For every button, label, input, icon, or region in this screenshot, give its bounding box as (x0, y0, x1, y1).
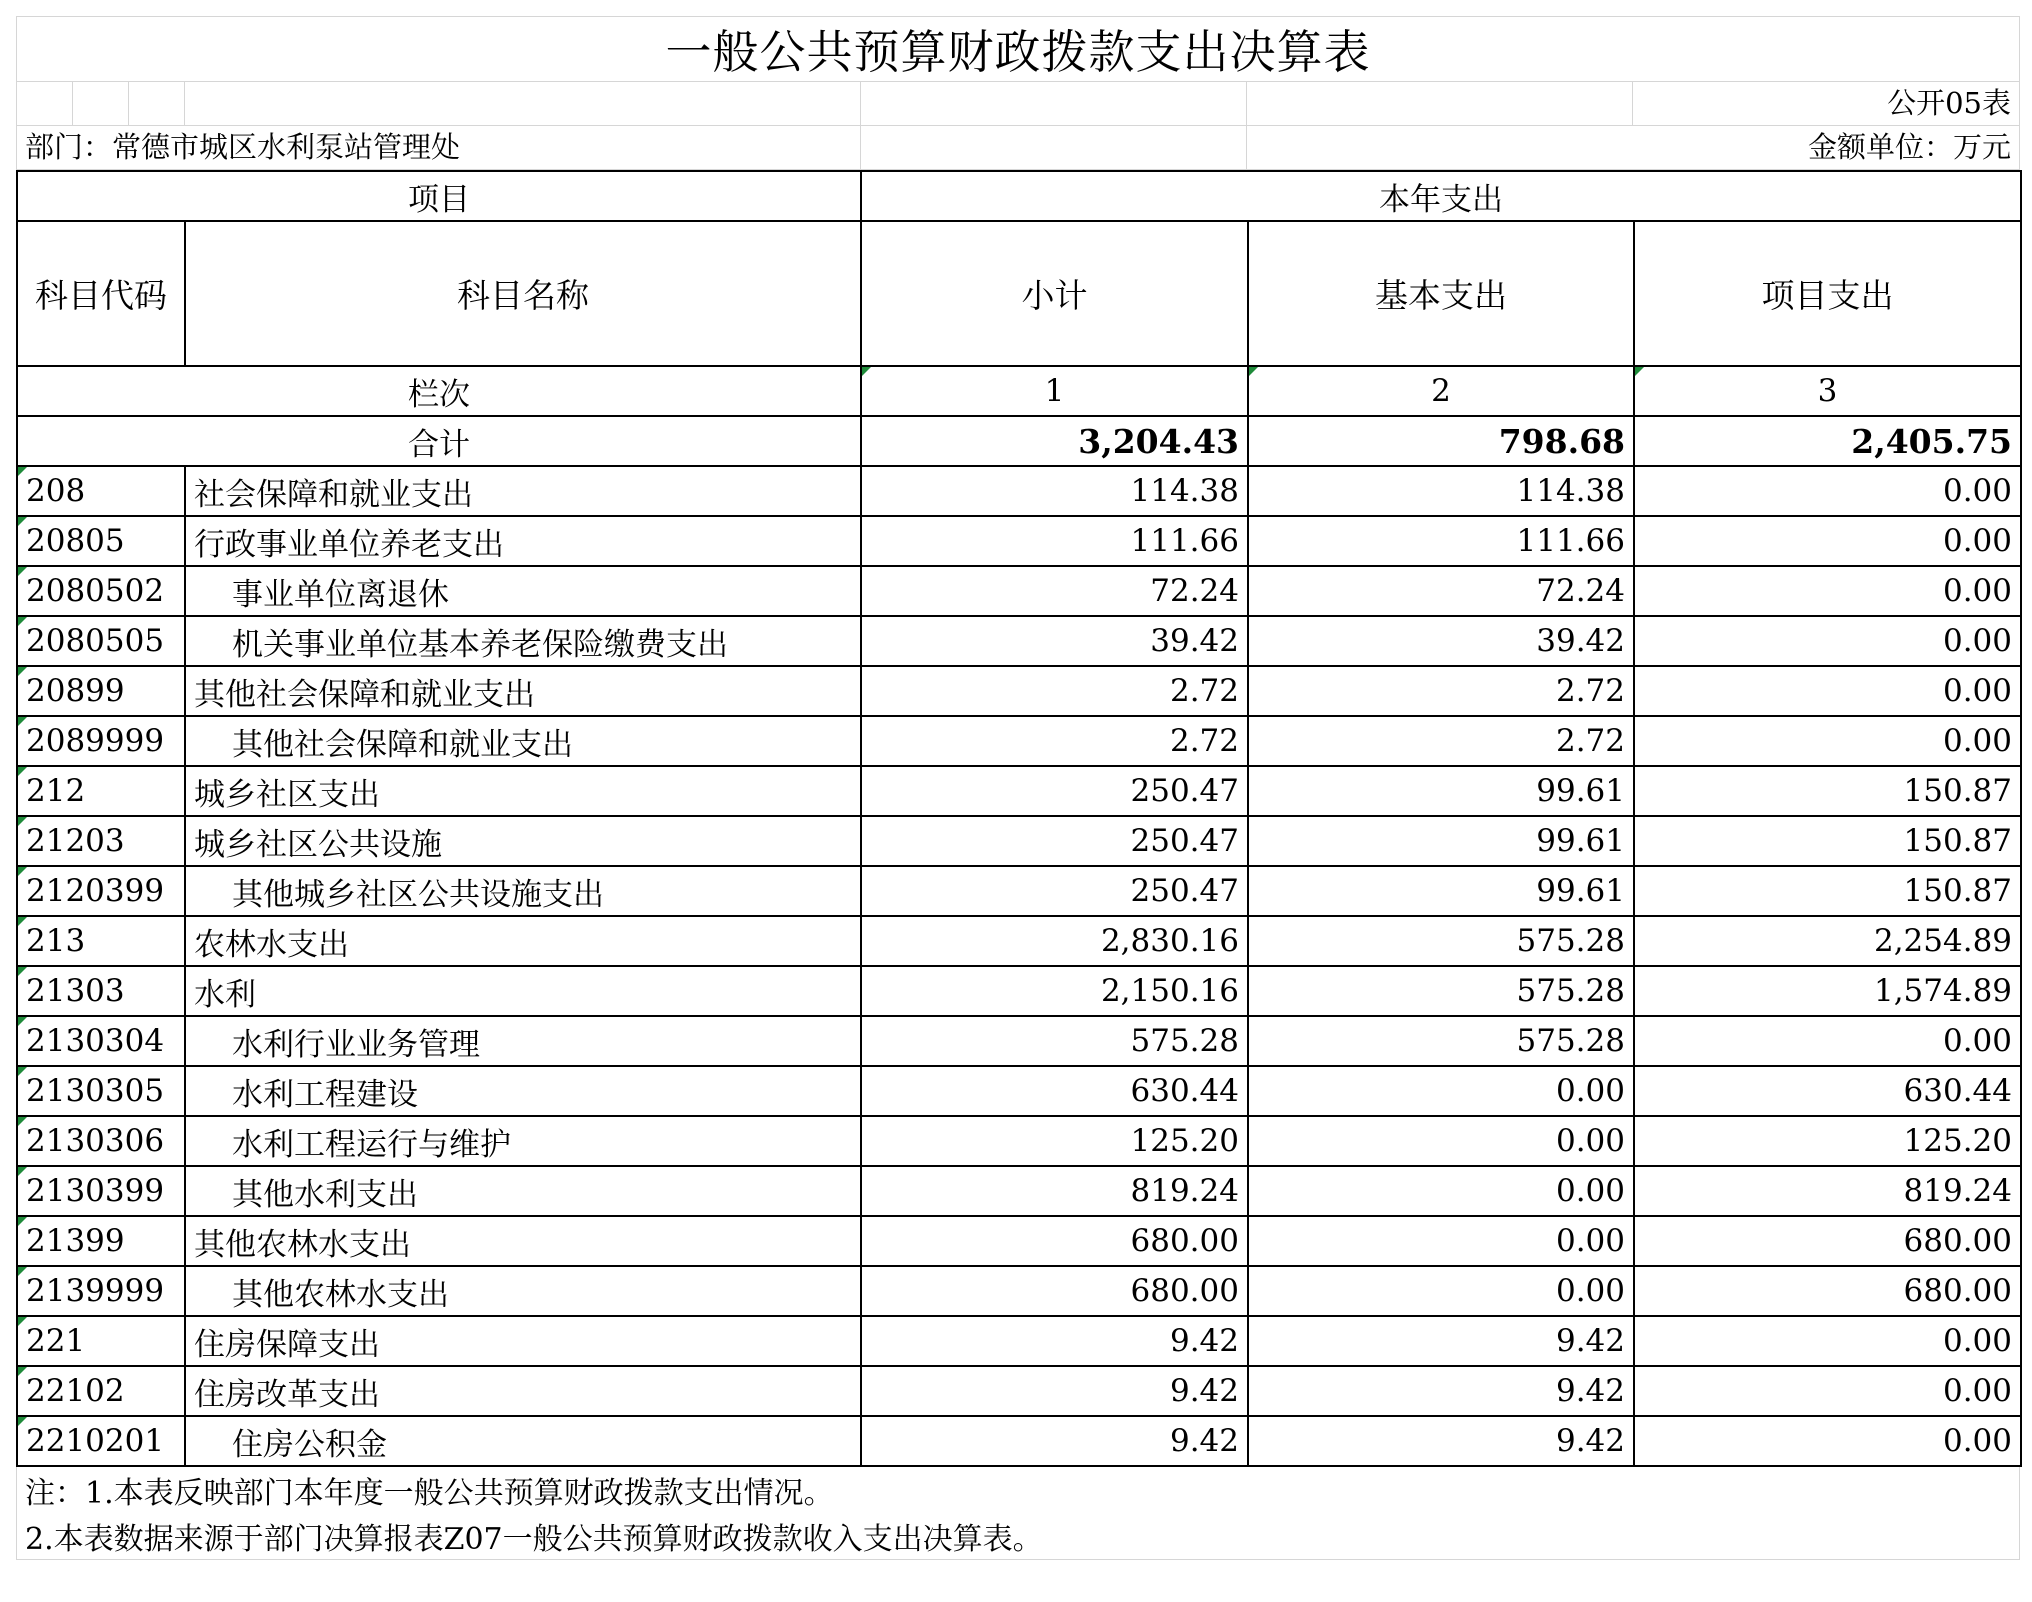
row-basic: 99.61 (1248, 866, 1634, 916)
department-row (16, 126, 2020, 170)
header-project: 项目支出 (1634, 221, 2021, 366)
column-index-3: 3 (1634, 366, 2021, 416)
row-project: 0.00 (1634, 1316, 2021, 1366)
note-1: 注：1.本表反映部门本年度一般公共预算财政拨款支出情况。 (25, 1476, 834, 1511)
row-project: 0.00 (1634, 666, 2021, 716)
row-name: 机关事业单位基本养老保险缴费支出 (185, 616, 861, 666)
row-basic: 111.66 (1248, 516, 1634, 566)
row-project: 0.00 (1634, 1016, 2021, 1066)
table-row (17, 516, 2021, 566)
row-project: 680.00 (1634, 1266, 2021, 1316)
header-current-year: 本年支出 (861, 171, 2021, 221)
row-basic: 0.00 (1248, 1066, 1634, 1116)
notes (16, 1467, 2020, 1560)
row-name: 社会保障和就业支出 (185, 466, 861, 516)
table-row (17, 816, 2021, 866)
row-code: 2130399 (17, 1166, 185, 1216)
table-row (17, 1066, 2021, 1116)
table-row (17, 716, 2021, 766)
row-name: 水利工程运行与维护 (185, 1116, 861, 1166)
table-row (17, 766, 2021, 816)
row-project: 150.87 (1634, 766, 2021, 816)
total-row (17, 416, 2021, 466)
row-subtotal: 2.72 (861, 716, 1248, 766)
row-project: 125.20 (1634, 1116, 2021, 1166)
table-row (17, 1116, 2021, 1166)
row-subtotal: 250.47 (861, 766, 1248, 816)
row-name: 城乡社区支出 (185, 766, 861, 816)
header-code: 科目代码 (17, 221, 185, 366)
total-basic: 798.68 (1248, 416, 1634, 466)
header-row-1 (17, 171, 2021, 221)
table-row (17, 666, 2021, 716)
table-row (17, 1016, 2021, 1066)
row-code: 2130304 (17, 1016, 185, 1066)
row-project: 150.87 (1634, 816, 2021, 866)
row-code: 2089999 (17, 716, 185, 766)
row-code: 21399 (17, 1216, 185, 1266)
table-row (17, 466, 2021, 516)
row-name: 水利行业业务管理 (185, 1016, 861, 1066)
row-basic: 99.61 (1248, 766, 1634, 816)
row-subtotal: 250.47 (861, 816, 1248, 866)
row-basic: 2.72 (1248, 666, 1634, 716)
row-basic: 0.00 (1248, 1116, 1634, 1166)
row-basic: 9.42 (1248, 1316, 1634, 1366)
blank-cell (129, 82, 185, 126)
note-2: 2.本表数据来源于部门决算报表Z07一般公共预算财政拨款收入支出决算表。 (25, 1522, 1043, 1557)
row-project: 0.00 (1634, 566, 2021, 616)
row-project: 0.00 (1634, 716, 2021, 766)
row-name: 其他城乡社区公共设施支出 (185, 866, 861, 916)
total-label: 合计 (17, 416, 861, 466)
row-subtotal: 39.42 (861, 616, 1248, 666)
row-basic: 2.72 (1248, 716, 1634, 766)
row-basic: 575.28 (1248, 1016, 1634, 1066)
row-name: 住房公积金 (185, 1416, 861, 1466)
row-basic: 39.42 (1248, 616, 1634, 666)
row-subtotal: 630.44 (861, 1066, 1248, 1116)
row-project: 0.00 (1634, 1366, 2021, 1416)
row-subtotal: 111.66 (861, 516, 1248, 566)
row-code: 2210201 (17, 1416, 185, 1466)
table-row (17, 1266, 2021, 1316)
row-code: 21303 (17, 966, 185, 1016)
row-code: 2130305 (17, 1066, 185, 1116)
row-code: 22102 (17, 1366, 185, 1416)
blank-cell (17, 82, 73, 126)
row-subtotal: 114.38 (861, 466, 1248, 516)
row-subtotal: 575.28 (861, 1016, 1248, 1066)
row-code: 221 (17, 1316, 185, 1366)
header-name: 科目名称 (185, 221, 861, 366)
row-code: 2120399 (17, 866, 185, 916)
table-row (17, 1166, 2021, 1216)
sheet-title: 一般公共预算财政拨款支出决算表 (16, 16, 2020, 82)
blank-cell (185, 82, 861, 126)
row-basic: 99.61 (1248, 816, 1634, 866)
row-subtotal: 2,830.16 (861, 916, 1248, 966)
table-row (17, 916, 2021, 966)
header-subtotal: 小计 (861, 221, 1248, 366)
row-subtotal: 680.00 (861, 1266, 1248, 1316)
row-code: 21203 (17, 816, 185, 866)
table-row (17, 616, 2021, 666)
row-code: 212 (17, 766, 185, 816)
row-name: 住房改革支出 (185, 1366, 861, 1416)
row-name: 事业单位离退休 (185, 566, 861, 616)
row-subtotal: 9.42 (861, 1416, 1248, 1466)
header-row-2 (17, 221, 2021, 366)
row-subtotal: 819.24 (861, 1166, 1248, 1216)
row-project: 2,254.89 (1634, 916, 2021, 966)
column-index-1: 1 (861, 366, 1248, 416)
row-project: 0.00 (1634, 516, 2021, 566)
table-row (17, 1316, 2021, 1366)
header-basic: 基本支出 (1248, 221, 1634, 366)
row-subtotal: 125.20 (861, 1116, 1248, 1166)
form-number: 公开05表 (1633, 82, 2020, 126)
blank-cell (1247, 82, 1633, 126)
row-subtotal: 9.42 (861, 1316, 1248, 1366)
row-project: 0.00 (1634, 466, 2021, 516)
row-project: 630.44 (1634, 1066, 2021, 1116)
row-basic: 72.24 (1248, 566, 1634, 616)
blank-cell (861, 126, 1248, 170)
row-basic: 0.00 (1248, 1216, 1634, 1266)
row-name: 住房保障支出 (185, 1316, 861, 1366)
row-code: 20899 (17, 666, 185, 716)
row-basic: 0.00 (1248, 1166, 1634, 1216)
blank-cell (73, 82, 129, 126)
expenditure-table (16, 170, 2022, 1467)
row-basic: 9.42 (1248, 1416, 1634, 1466)
amount-unit: 金额单位：万元 (1247, 126, 2020, 170)
row-name: 其他水利支出 (185, 1166, 861, 1216)
row-basic: 9.42 (1248, 1366, 1634, 1416)
row-subtotal: 2,150.16 (861, 966, 1248, 1016)
row-name: 城乡社区公共设施 (185, 816, 861, 866)
row-code: 2080502 (17, 566, 185, 616)
row-project: 680.00 (1634, 1216, 2021, 1266)
table-row (17, 1216, 2021, 1266)
total-subtotal: 3,204.43 (861, 416, 1248, 466)
form-number-row (16, 82, 2020, 126)
total-project: 2,405.75 (1634, 416, 2021, 466)
row-project: 150.87 (1634, 866, 2021, 916)
row-project: 0.00 (1634, 616, 2021, 666)
row-name: 其他农林水支出 (185, 1266, 861, 1316)
row-basic: 0.00 (1248, 1266, 1634, 1316)
budget-sheet (16, 16, 2020, 1560)
table-row (17, 1416, 2021, 1466)
row-subtotal: 680.00 (861, 1216, 1248, 1266)
row-subtotal: 9.42 (861, 1366, 1248, 1416)
row-code: 208 (17, 466, 185, 516)
column-index-label: 栏次 (17, 366, 861, 416)
row-name: 行政事业单位养老支出 (185, 516, 861, 566)
row-subtotal: 2.72 (861, 666, 1248, 716)
row-subtotal: 72.24 (861, 566, 1248, 616)
row-project: 1,574.89 (1634, 966, 2021, 1016)
row-name: 水利 (185, 966, 861, 1016)
row-basic: 575.28 (1248, 966, 1634, 1016)
row-code: 213 (17, 916, 185, 966)
row-basic: 575.28 (1248, 916, 1634, 966)
row-project: 819.24 (1634, 1166, 2021, 1216)
row-name: 其他社会保障和就业支出 (185, 666, 861, 716)
table-row (17, 1366, 2021, 1416)
row-basic: 114.38 (1248, 466, 1634, 516)
blank-cell (861, 82, 1248, 126)
table-row (17, 966, 2021, 1016)
row-subtotal: 250.47 (861, 866, 1248, 916)
table-row (17, 566, 2021, 616)
row-name: 农林水支出 (185, 916, 861, 966)
row-name: 其他农林水支出 (185, 1216, 861, 1266)
row-project: 0.00 (1634, 1416, 2021, 1466)
row-name: 水利工程建设 (185, 1066, 861, 1116)
row-code: 2080505 (17, 616, 185, 666)
row-code: 20805 (17, 516, 185, 566)
table-row (17, 866, 2021, 916)
header-item: 项目 (17, 171, 861, 221)
column-index-2: 2 (1248, 366, 1634, 416)
row-code: 2130306 (17, 1116, 185, 1166)
row-name: 其他社会保障和就业支出 (185, 716, 861, 766)
row-code: 2139999 (17, 1266, 185, 1316)
department-label: 部门：常德市城区水利泵站管理处 (17, 126, 861, 170)
column-index-row (17, 366, 2021, 416)
